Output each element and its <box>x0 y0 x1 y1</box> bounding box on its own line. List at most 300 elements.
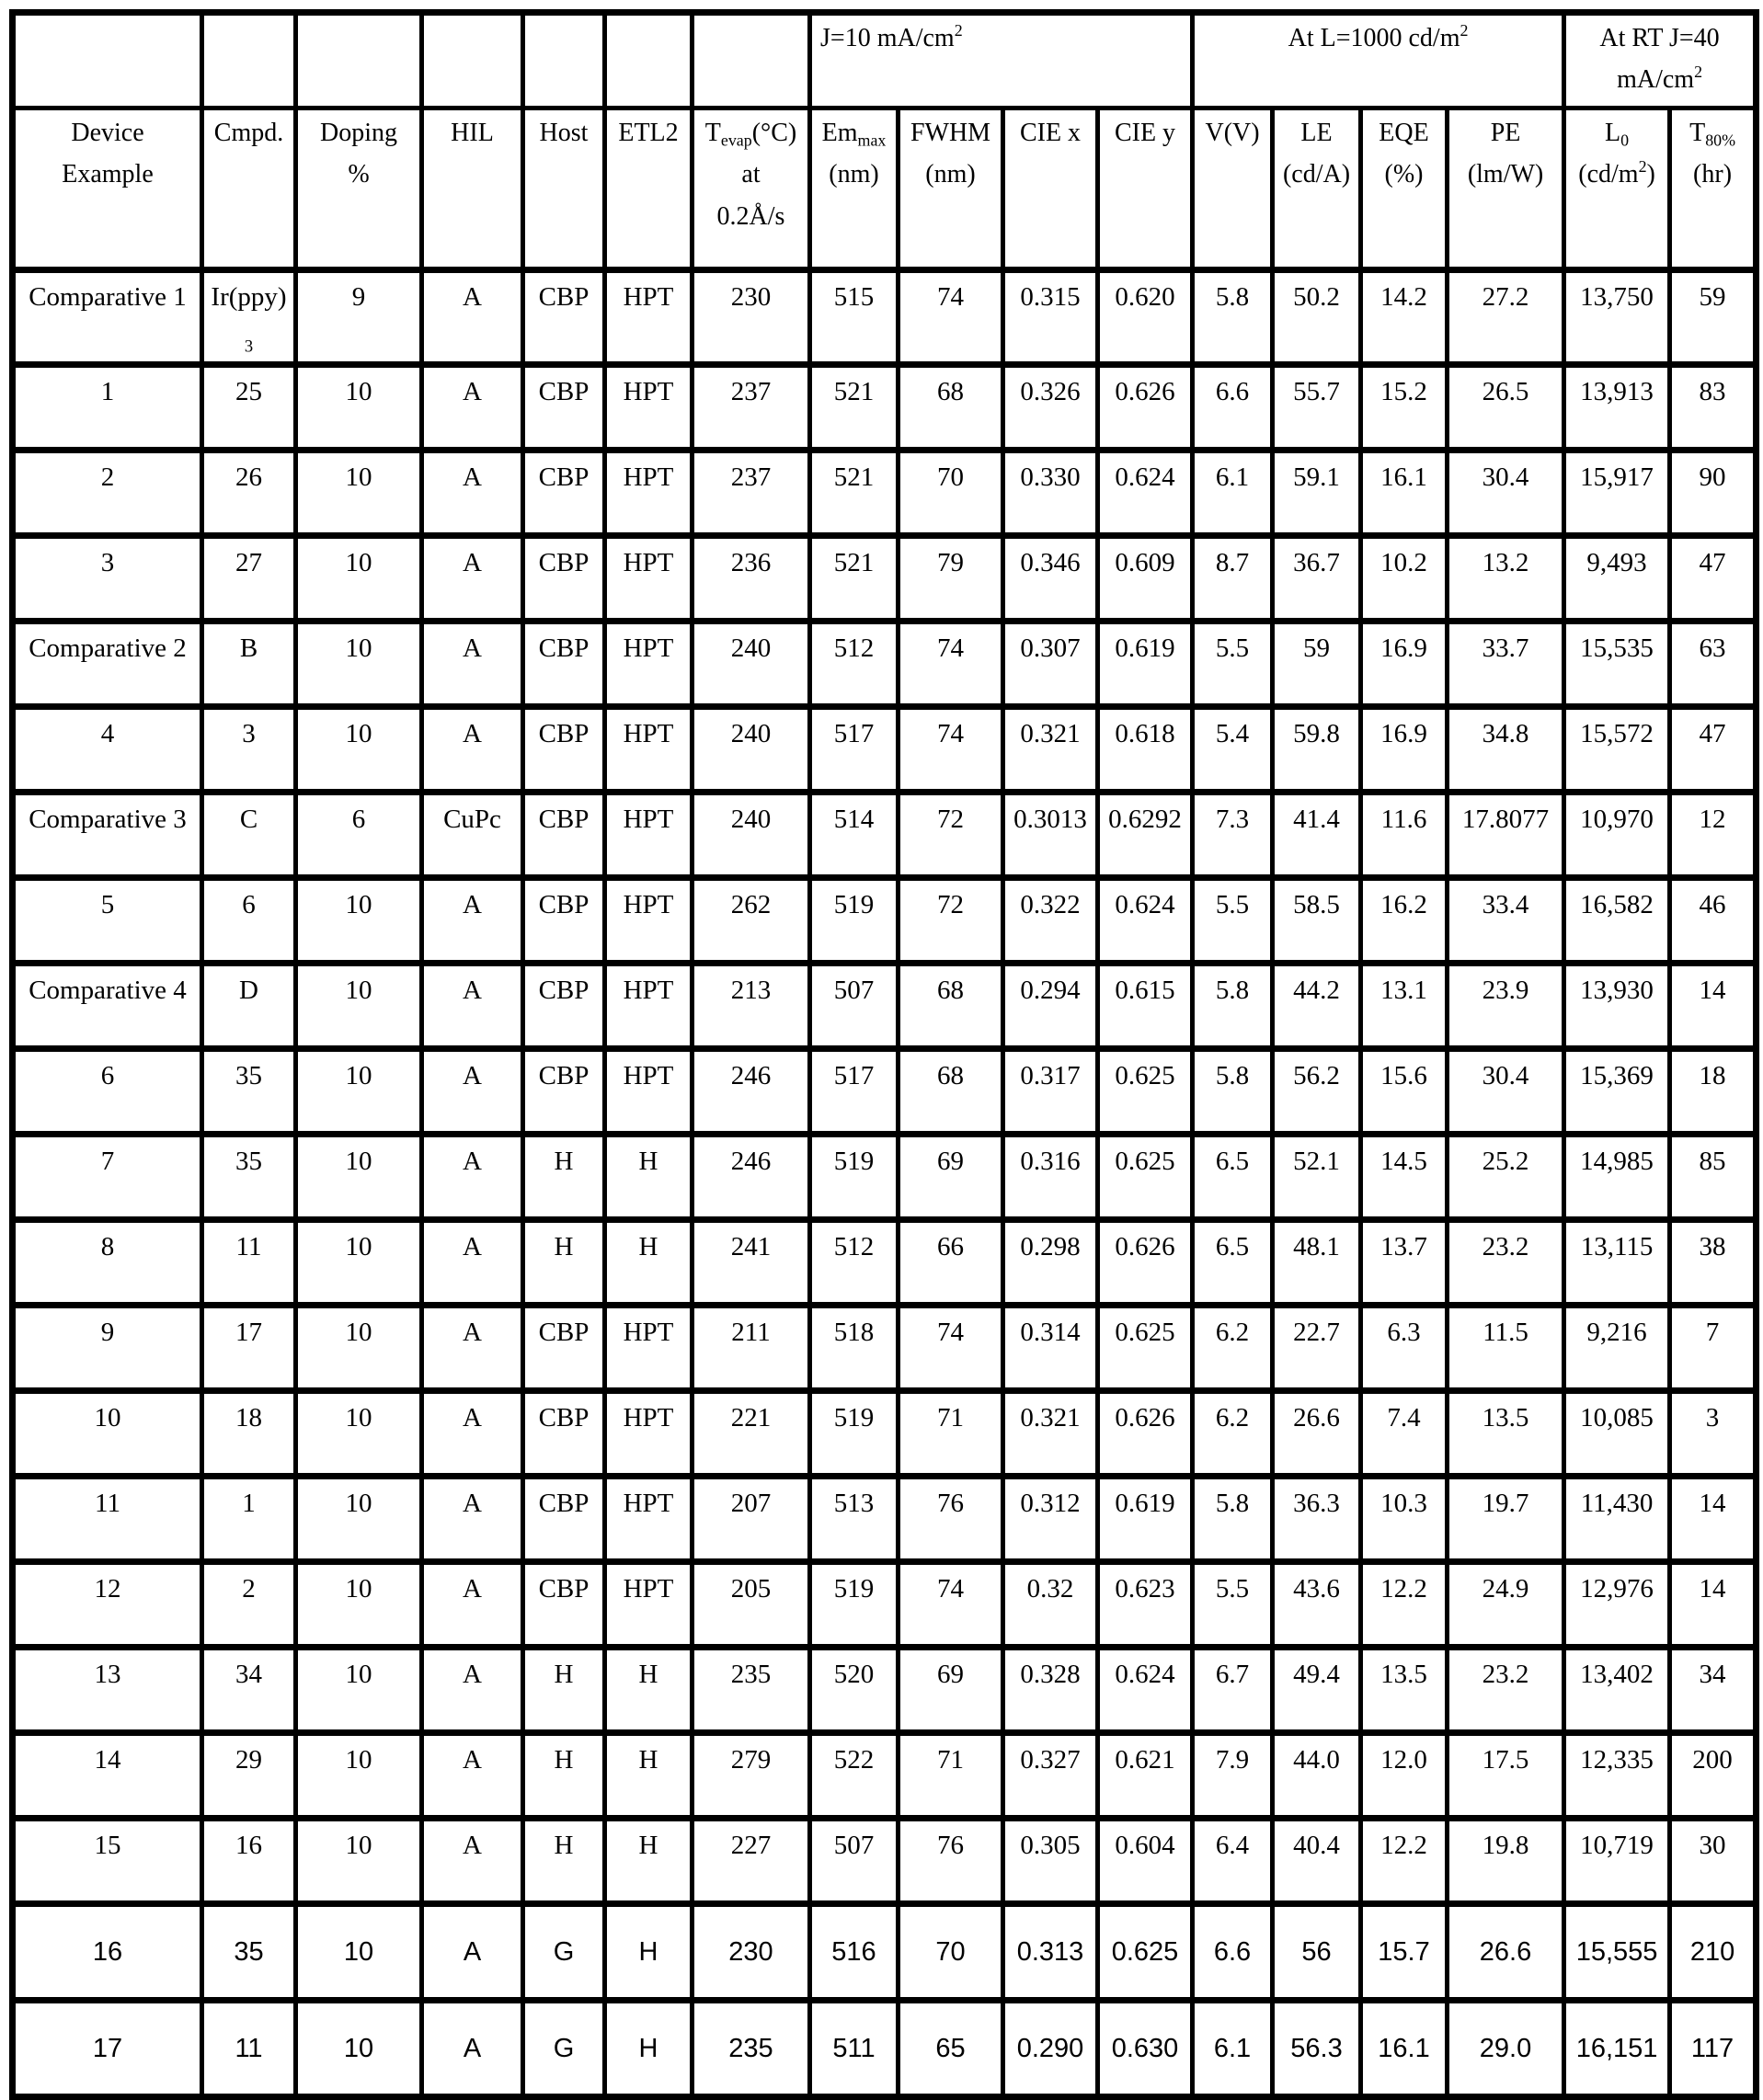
cell-tevap: 246 <box>693 1134 810 1219</box>
cell-cie-y: 0.604 <box>1098 1818 1193 1903</box>
cell-fwhm: 79 <box>899 535 1003 621</box>
cell-l0: 13,750 <box>1564 270 1670 365</box>
cell-fwhm: 74 <box>899 270 1003 365</box>
cell-device-example: 5 <box>13 877 202 963</box>
cell-eqe: 15.6 <box>1361 1048 1448 1134</box>
cell-eqe: 13.1 <box>1361 963 1448 1048</box>
cell-device-example: 16 <box>13 1903 202 2000</box>
col-header-cmpd: Cmpd. <box>202 108 296 270</box>
cell-device-example: 17 <box>13 2000 202 2096</box>
cell-doping-pct: 10 <box>296 963 422 1048</box>
cell-le: 43.6 <box>1273 1561 1361 1647</box>
cell-device-example: 8 <box>13 1219 202 1305</box>
table-body <box>13 270 1757 2097</box>
cell-host: CBP <box>523 450 605 535</box>
cell-cie-x: 0.330 <box>1003 450 1098 535</box>
cell-eqe: 16.1 <box>1361 2000 1448 2096</box>
cell-voltage: 6.6 <box>1193 364 1273 450</box>
cell-eqe: 12.0 <box>1361 1732 1448 1818</box>
cell-emmax: 513 <box>810 1476 899 1561</box>
group-header-empty-device-example <box>13 13 202 108</box>
cell-voltage: 6.5 <box>1193 1219 1273 1305</box>
cell-etl2: HPT <box>605 535 693 621</box>
cell-l0: 13,930 <box>1564 963 1670 1048</box>
cell-device-example: Comparative 4 <box>13 963 202 1048</box>
cell-fwhm: 72 <box>899 792 1003 877</box>
cell-voltage: 6.2 <box>1193 1305 1273 1390</box>
cell-emmax: 512 <box>810 1219 899 1305</box>
cell-eqe: 13.5 <box>1361 1647 1448 1732</box>
header-group-row <box>13 13 1757 108</box>
cell-tevap: 213 <box>693 963 810 1048</box>
col-header-doping-pct: Doping % <box>296 108 422 270</box>
cell-le: 59.8 <box>1273 706 1361 792</box>
cell-cie-x: 0.346 <box>1003 535 1098 621</box>
cell-doping-pct: 10 <box>296 1903 422 2000</box>
cell-device-example: Comparative 3 <box>13 792 202 877</box>
cell-le: 56.2 <box>1273 1048 1361 1134</box>
table-row-17 <box>13 2000 1757 2096</box>
cell-cie-x: 0.313 <box>1003 1903 1098 2000</box>
cell-t80: 59 <box>1670 270 1757 365</box>
cell-t80: 14 <box>1670 963 1757 1048</box>
col-header-etl2: ETL2 <box>605 108 693 270</box>
cell-cmpd: $Ir(ppy)_3$ <box>202 270 296 365</box>
cell-doping-pct: 10 <box>296 1390 422 1476</box>
cell-tevap: 246 <box>693 1048 810 1134</box>
cell-host: CBP <box>523 1561 605 1647</box>
table-row-8 <box>13 1219 1757 1305</box>
cell-doping-pct: 10 <box>296 535 422 621</box>
cell-eqe: 12.2 <box>1361 1818 1448 1903</box>
cell-emmax: 519 <box>810 1134 899 1219</box>
table-header <box>13 13 1757 270</box>
cell-l0: 12,335 <box>1564 1732 1670 1818</box>
cell-l0: 15,369 <box>1564 1048 1670 1134</box>
cell-le: 52.1 <box>1273 1134 1361 1219</box>
cell-device-example: 12 <box>13 1561 202 1647</box>
cell-tevap: 240 <box>693 792 810 877</box>
cell-emmax: 514 <box>810 792 899 877</box>
cell-host: CBP <box>523 1048 605 1134</box>
cell-cmpd: 1 <box>202 1476 296 1561</box>
cell-cmpd: 35 <box>202 1134 296 1219</box>
table-row-14 <box>13 1732 1757 1818</box>
column-header-row <box>13 108 1757 270</box>
cell-doping-pct: 10 <box>296 1305 422 1390</box>
cell-cie-y: 0.619 <box>1098 1476 1193 1561</box>
cell-cmpd: C <box>202 792 296 877</box>
cell-t80: 14 <box>1670 1561 1757 1647</box>
cell-cmpd: 2 <box>202 1561 296 1647</box>
cell-voltage: 6.2 <box>1193 1390 1273 1476</box>
cell-cie-y: 0.615 <box>1098 963 1193 1048</box>
cell-hil: A <box>422 1134 523 1219</box>
cell-cmpd: 18 <box>202 1390 296 1476</box>
cell-cmpd: 16 <box>202 1818 296 1903</box>
cell-pe: 30.4 <box>1448 450 1564 535</box>
group-header-2: At RT J=40 $mA/cm^2$ <box>1564 13 1757 108</box>
cell-emmax: 519 <box>810 1390 899 1476</box>
col-header-cie-y: CIE y <box>1098 108 1193 270</box>
cell-tevap: 211 <box>693 1305 810 1390</box>
cell-cmpd: 11 <box>202 1219 296 1305</box>
col-header-fwhm: FWHM (nm) <box>899 108 1003 270</box>
cell-l0: 9,493 <box>1564 535 1670 621</box>
table-row-comparative-4 <box>13 963 1757 1048</box>
cell-host: H <box>523 1818 605 1903</box>
cell-etl2: H <box>605 1818 693 1903</box>
cell-le: 40.4 <box>1273 1818 1361 1903</box>
cell-le: 56.3 <box>1273 2000 1361 2096</box>
col-header-emmax: $Em_{max}$ (nm) <box>810 108 899 270</box>
cell-cmpd: 35 <box>202 1048 296 1134</box>
cell-device-example: 9 <box>13 1305 202 1390</box>
cell-cie-y: 0.630 <box>1098 2000 1193 2096</box>
cell-cie-x: 0.328 <box>1003 1647 1098 1732</box>
cell-l0: 16,582 <box>1564 877 1670 963</box>
cell-l0: 10,970 <box>1564 792 1670 877</box>
cell-pe: 13.2 <box>1448 535 1564 621</box>
cell-cie-x: 0.298 <box>1003 1219 1098 1305</box>
cell-emmax: 520 <box>810 1647 899 1732</box>
table-row-6 <box>13 1048 1757 1134</box>
cell-voltage: 7.3 <box>1193 792 1273 877</box>
cell-cie-x: 0.312 <box>1003 1476 1098 1561</box>
cell-cie-y: 0.626 <box>1098 1219 1193 1305</box>
table-row-5 <box>13 877 1757 963</box>
cell-pe: 25.2 <box>1448 1134 1564 1219</box>
cell-t80: 7 <box>1670 1305 1757 1390</box>
cell-emmax: 522 <box>810 1732 899 1818</box>
cell-voltage: 5.4 <box>1193 706 1273 792</box>
cell-pe: 26.6 <box>1448 1903 1564 2000</box>
cell-emmax: 521 <box>810 364 899 450</box>
group-header-empty-cmpd <box>202 13 296 108</box>
cell-voltage: 7.9 <box>1193 1732 1273 1818</box>
cell-eqe: 16.9 <box>1361 621 1448 706</box>
cell-etl2: HPT <box>605 621 693 706</box>
cell-cmpd: B <box>202 621 296 706</box>
cell-fwhm: 74 <box>899 1305 1003 1390</box>
cell-etl2: H <box>605 1134 693 1219</box>
cell-voltage: 6.6 <box>1193 1903 1273 2000</box>
cell-etl2: HPT <box>605 1476 693 1561</box>
cell-voltage: 5.5 <box>1193 1561 1273 1647</box>
cell-doping-pct: 10 <box>296 1048 422 1134</box>
cell-t80: 210 <box>1670 1903 1757 2000</box>
cell-device-example: 2 <box>13 450 202 535</box>
cell-voltage: 5.8 <box>1193 270 1273 365</box>
cell-cie-x: 0.3013 <box>1003 792 1098 877</box>
cell-etl2: HPT <box>605 1048 693 1134</box>
cell-etl2: H <box>605 1647 693 1732</box>
col-header-tevap: $T_{evap}(^\circ C)$ at 0.2Å/s <box>693 108 810 270</box>
cell-cie-x: 0.307 <box>1003 621 1098 706</box>
cell-cie-x: 0.32 <box>1003 1561 1098 1647</box>
cell-le: 26.6 <box>1273 1390 1361 1476</box>
table-row-comparative-2 <box>13 621 1757 706</box>
cell-fwhm: 74 <box>899 621 1003 706</box>
cell-doping-pct: 10 <box>296 450 422 535</box>
group-header-empty-tevap <box>693 13 810 108</box>
cell-eqe: 7.4 <box>1361 1390 1448 1476</box>
cell-hil: A <box>422 364 523 450</box>
cell-l0: 16,151 <box>1564 2000 1670 2096</box>
cell-host: CBP <box>523 621 605 706</box>
cell-fwhm: 65 <box>899 2000 1003 2096</box>
cell-pe: 19.7 <box>1448 1476 1564 1561</box>
cell-t80: 90 <box>1670 450 1757 535</box>
cell-hil: A <box>422 1561 523 1647</box>
cell-pe: 17.5 <box>1448 1732 1564 1818</box>
cell-tevap: 205 <box>693 1561 810 1647</box>
cell-t80: 14 <box>1670 1476 1757 1561</box>
cell-cie-y: 0.625 <box>1098 1048 1193 1134</box>
cell-eqe: 10.2 <box>1361 535 1448 621</box>
cell-host: G <box>523 2000 605 2096</box>
cell-etl2: HPT <box>605 1390 693 1476</box>
cell-host: CBP <box>523 706 605 792</box>
cell-emmax: 517 <box>810 706 899 792</box>
cell-fwhm: 68 <box>899 963 1003 1048</box>
cell-emmax: 507 <box>810 1818 899 1903</box>
cell-cie-x: 0.316 <box>1003 1134 1098 1219</box>
cell-hil: A <box>422 2000 523 2096</box>
cell-l0: 13,402 <box>1564 1647 1670 1732</box>
col-header-voltage: V(V) <box>1193 108 1273 270</box>
cell-tevap: 235 <box>693 1647 810 1732</box>
cell-device-example: Comparative 2 <box>13 621 202 706</box>
cell-le: 48.1 <box>1273 1219 1361 1305</box>
cell-l0: 15,572 <box>1564 706 1670 792</box>
cell-etl2: HPT <box>605 1561 693 1647</box>
cell-fwhm: 70 <box>899 1903 1003 2000</box>
col-header-pe: PE (lm/W) <box>1448 108 1564 270</box>
cell-eqe: 11.6 <box>1361 792 1448 877</box>
cell-hil: CuPc <box>422 792 523 877</box>
col-header-device-example: Device Example <box>13 108 202 270</box>
cell-cie-x: 0.317 <box>1003 1048 1098 1134</box>
cell-cie-x: 0.326 <box>1003 364 1098 450</box>
cell-host: CBP <box>523 364 605 450</box>
cell-etl2: HPT <box>605 1305 693 1390</box>
cell-pe: 23.9 <box>1448 963 1564 1048</box>
cell-doping-pct: 10 <box>296 1476 422 1561</box>
cell-cie-x: 0.321 <box>1003 706 1098 792</box>
cell-emmax: 519 <box>810 877 899 963</box>
cell-le: 55.7 <box>1273 364 1361 450</box>
cell-l0: 15,535 <box>1564 621 1670 706</box>
cell-l0: 12,976 <box>1564 1561 1670 1647</box>
table-row-comparative-1 <box>13 270 1757 365</box>
cell-hil: A <box>422 535 523 621</box>
cell-cie-x: 0.305 <box>1003 1818 1098 1903</box>
cell-device-example: 6 <box>13 1048 202 1134</box>
table-row-3 <box>13 535 1757 621</box>
col-header-t80: $T_{80\%}$ (hr) <box>1670 108 1757 270</box>
cell-cie-x: 0.294 <box>1003 963 1098 1048</box>
cell-cmpd: 25 <box>202 364 296 450</box>
cell-cmpd: 29 <box>202 1732 296 1818</box>
cell-hil: A <box>422 1219 523 1305</box>
cell-host: H <box>523 1219 605 1305</box>
cell-t80: 46 <box>1670 877 1757 963</box>
cell-doping-pct: 10 <box>296 706 422 792</box>
cell-device-example: 10 <box>13 1390 202 1476</box>
cell-cie-y: 0.609 <box>1098 535 1193 621</box>
cell-voltage: 6.7 <box>1193 1647 1273 1732</box>
cell-host: CBP <box>523 270 605 365</box>
cell-device-example: 13 <box>13 1647 202 1732</box>
cell-cie-x: 0.315 <box>1003 270 1098 365</box>
cell-eqe: 14.5 <box>1361 1134 1448 1219</box>
cell-l0: 15,917 <box>1564 450 1670 535</box>
cell-le: 59.1 <box>1273 450 1361 535</box>
cell-le: 50.2 <box>1273 270 1361 365</box>
cell-cmpd: 27 <box>202 535 296 621</box>
cell-t80: 38 <box>1670 1219 1757 1305</box>
table-row-comparative-3 <box>13 792 1757 877</box>
cell-l0: 13,913 <box>1564 364 1670 450</box>
cell-le: 58.5 <box>1273 877 1361 963</box>
cell-emmax: 519 <box>810 1561 899 1647</box>
cell-hil: A <box>422 621 523 706</box>
cell-doping-pct: 9 <box>296 270 422 365</box>
cell-cie-x: 0.321 <box>1003 1390 1098 1476</box>
cell-emmax: 521 <box>810 535 899 621</box>
cell-fwhm: 74 <box>899 706 1003 792</box>
cell-pe: 30.4 <box>1448 1048 1564 1134</box>
cell-cie-y: 0.618 <box>1098 706 1193 792</box>
table-row-12 <box>13 1561 1757 1647</box>
col-header-l0: $L_0$ $(cd/m^2)$ <box>1564 108 1670 270</box>
table-row-13 <box>13 1647 1757 1732</box>
cell-hil: A <box>422 1390 523 1476</box>
cell-host: CBP <box>523 963 605 1048</box>
cell-pe: 27.2 <box>1448 270 1564 365</box>
cell-tevap: 237 <box>693 450 810 535</box>
cell-eqe: 14.2 <box>1361 270 1448 365</box>
cell-cmpd: 11 <box>202 2000 296 2096</box>
cell-emmax: 511 <box>810 2000 899 2096</box>
group-header-empty-hil <box>422 13 523 108</box>
cell-pe: 33.4 <box>1448 877 1564 963</box>
cell-voltage: 5.8 <box>1193 963 1273 1048</box>
table-row-4 <box>13 706 1757 792</box>
cell-cie-y: 0.6292 <box>1098 792 1193 877</box>
cell-emmax: 516 <box>810 1903 899 2000</box>
cell-cmpd: 17 <box>202 1305 296 1390</box>
cell-fwhm: 69 <box>899 1134 1003 1219</box>
cell-t80: 47 <box>1670 535 1757 621</box>
cell-l0: 9,216 <box>1564 1305 1670 1390</box>
cell-fwhm: 76 <box>899 1818 1003 1903</box>
cell-host: H <box>523 1647 605 1732</box>
cell-l0: 10,085 <box>1564 1390 1670 1476</box>
cell-t80: 34 <box>1670 1647 1757 1732</box>
cell-t80: 83 <box>1670 364 1757 450</box>
cell-cie-y: 0.623 <box>1098 1561 1193 1647</box>
cell-tevap: 227 <box>693 1818 810 1903</box>
cell-hil: A <box>422 270 523 365</box>
cell-pe: 26.5 <box>1448 364 1564 450</box>
cell-device-example: 1 <box>13 364 202 450</box>
cell-etl2: HPT <box>605 270 693 365</box>
group-header-empty-etl2 <box>605 13 693 108</box>
cell-device-example: 11 <box>13 1476 202 1561</box>
cell-cie-y: 0.624 <box>1098 450 1193 535</box>
cell-cie-x: 0.314 <box>1003 1305 1098 1390</box>
cell-voltage: 8.7 <box>1193 535 1273 621</box>
cell-fwhm: 70 <box>899 450 1003 535</box>
cell-fwhm: 69 <box>899 1647 1003 1732</box>
cell-t80: 18 <box>1670 1048 1757 1134</box>
cell-t80: 3 <box>1670 1390 1757 1476</box>
col-header-cie-x: CIE x <box>1003 108 1098 270</box>
table-row-15 <box>13 1818 1757 1903</box>
cell-l0: 10,719 <box>1564 1818 1670 1903</box>
cell-emmax: 512 <box>810 621 899 706</box>
cell-etl2: HPT <box>605 792 693 877</box>
cell-t80: 30 <box>1670 1818 1757 1903</box>
cell-host: H <box>523 1134 605 1219</box>
cell-hil: A <box>422 963 523 1048</box>
cell-device-example: Comparative 1 <box>13 270 202 365</box>
table-row-7 <box>13 1134 1757 1219</box>
cell-etl2: H <box>605 1732 693 1818</box>
cell-eqe: 10.3 <box>1361 1476 1448 1561</box>
cell-host: G <box>523 1903 605 2000</box>
table-row-16 <box>13 1903 1757 2000</box>
cell-fwhm: 66 <box>899 1219 1003 1305</box>
cell-cie-y: 0.619 <box>1098 621 1193 706</box>
cell-pe: 17.8077 <box>1448 792 1564 877</box>
cell-voltage: 5.5 <box>1193 877 1273 963</box>
cell-cie-y: 0.625 <box>1098 1305 1193 1390</box>
cell-cie-x: 0.322 <box>1003 877 1098 963</box>
cell-doping-pct: 10 <box>296 1219 422 1305</box>
cell-eqe: 6.3 <box>1361 1305 1448 1390</box>
cell-emmax: 507 <box>810 963 899 1048</box>
cell-le: 22.7 <box>1273 1305 1361 1390</box>
cell-eqe: 12.2 <box>1361 1561 1448 1647</box>
cell-cie-y: 0.626 <box>1098 1390 1193 1476</box>
cell-hil: A <box>422 1818 523 1903</box>
cell-host: CBP <box>523 792 605 877</box>
cell-doping-pct: 10 <box>296 877 422 963</box>
cell-host: H <box>523 1732 605 1818</box>
cell-t80: 12 <box>1670 792 1757 877</box>
cell-hil: A <box>422 706 523 792</box>
cell-tevap: 240 <box>693 621 810 706</box>
cell-fwhm: 68 <box>899 1048 1003 1134</box>
cell-pe: 33.7 <box>1448 621 1564 706</box>
group-header-0: J=10 $mA/cm^2$ <box>810 13 1193 108</box>
cell-tevap: 241 <box>693 1219 810 1305</box>
group-header-empty-doping-pct <box>296 13 422 108</box>
cell-device-example: 15 <box>13 1818 202 1903</box>
group-header-1: At L=1000 $cd/m^2$ <box>1193 13 1564 108</box>
cell-etl2: HPT <box>605 877 693 963</box>
cell-eqe: 15.2 <box>1361 364 1448 450</box>
cell-eqe: 16.2 <box>1361 877 1448 963</box>
cell-hil: A <box>422 877 523 963</box>
cell-cie-y: 0.624 <box>1098 1647 1193 1732</box>
cell-tevap: 240 <box>693 706 810 792</box>
cell-fwhm: 71 <box>899 1732 1003 1818</box>
cell-voltage: 6.5 <box>1193 1134 1273 1219</box>
